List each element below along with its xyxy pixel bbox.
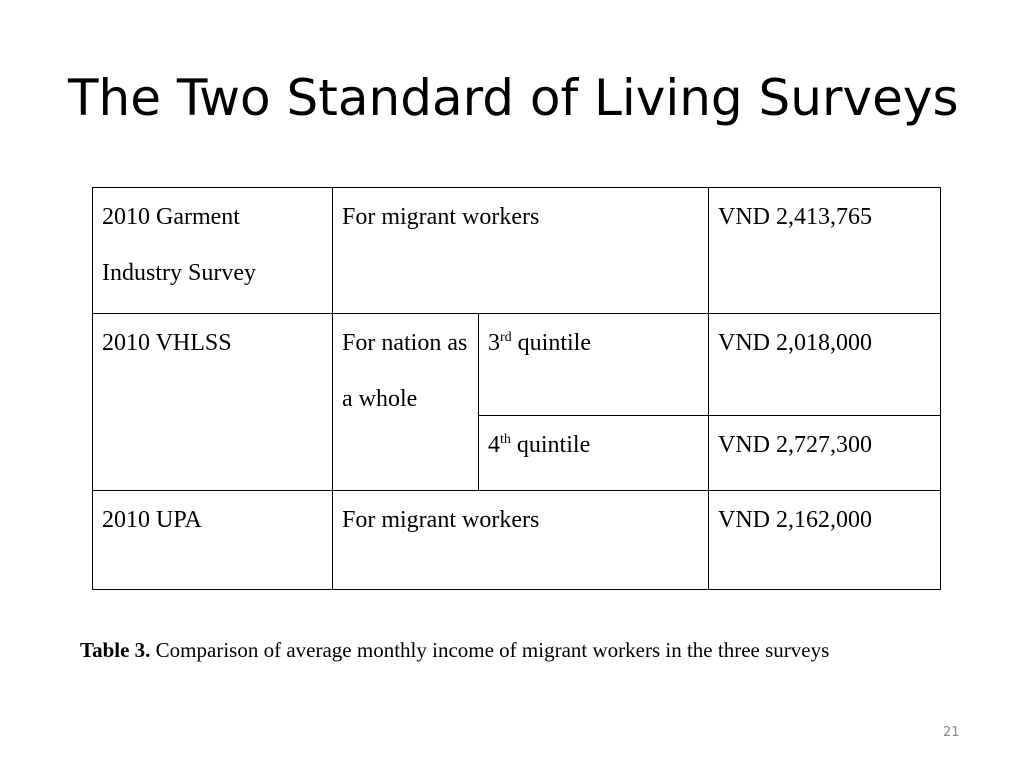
income-comparison-table bbox=[92, 187, 941, 590]
caption-text: Comparison of average monthly income of migrant workers in the three surveys bbox=[150, 638, 830, 662]
survey-name: 2010 Garment Industry Survey bbox=[102, 204, 256, 286]
income-value: VND 2,162,000 bbox=[718, 507, 873, 533]
table-caption bbox=[80, 638, 829, 663]
income-value: VND 2,413,765 bbox=[718, 204, 873, 230]
quintile-cell bbox=[479, 416, 709, 491]
scope-text: For nation as a whole bbox=[342, 330, 468, 412]
quintile-label: 3rd quintile bbox=[488, 330, 591, 356]
income-value: VND 2,727,300 bbox=[718, 432, 873, 458]
scope-text: For migrant workers bbox=[342, 204, 540, 230]
scope-cell bbox=[333, 188, 709, 314]
caption-label: Table 3. bbox=[80, 638, 151, 662]
scope-text: For migrant workers bbox=[342, 507, 540, 533]
value-cell bbox=[709, 188, 941, 314]
quintile-label: 4th quintile bbox=[488, 432, 591, 458]
value-cell bbox=[709, 314, 941, 416]
scope-cell bbox=[333, 314, 479, 491]
page-number: 21 bbox=[943, 725, 960, 740]
survey-cell bbox=[93, 188, 333, 314]
table-row bbox=[93, 314, 941, 416]
survey-name: 2010 UPA bbox=[102, 507, 202, 533]
slide-title: The Two Standard of Living Surveys bbox=[68, 69, 959, 127]
survey-name: 2010 VHLSS bbox=[102, 330, 232, 356]
survey-cell bbox=[93, 491, 333, 590]
value-cell bbox=[709, 491, 941, 590]
table-row bbox=[93, 491, 941, 590]
table-row bbox=[93, 188, 941, 314]
income-value: VND 2,018,000 bbox=[718, 330, 873, 356]
value-cell bbox=[709, 416, 941, 491]
quintile-cell bbox=[479, 314, 709, 416]
survey-cell bbox=[93, 314, 333, 491]
scope-cell bbox=[333, 491, 709, 590]
